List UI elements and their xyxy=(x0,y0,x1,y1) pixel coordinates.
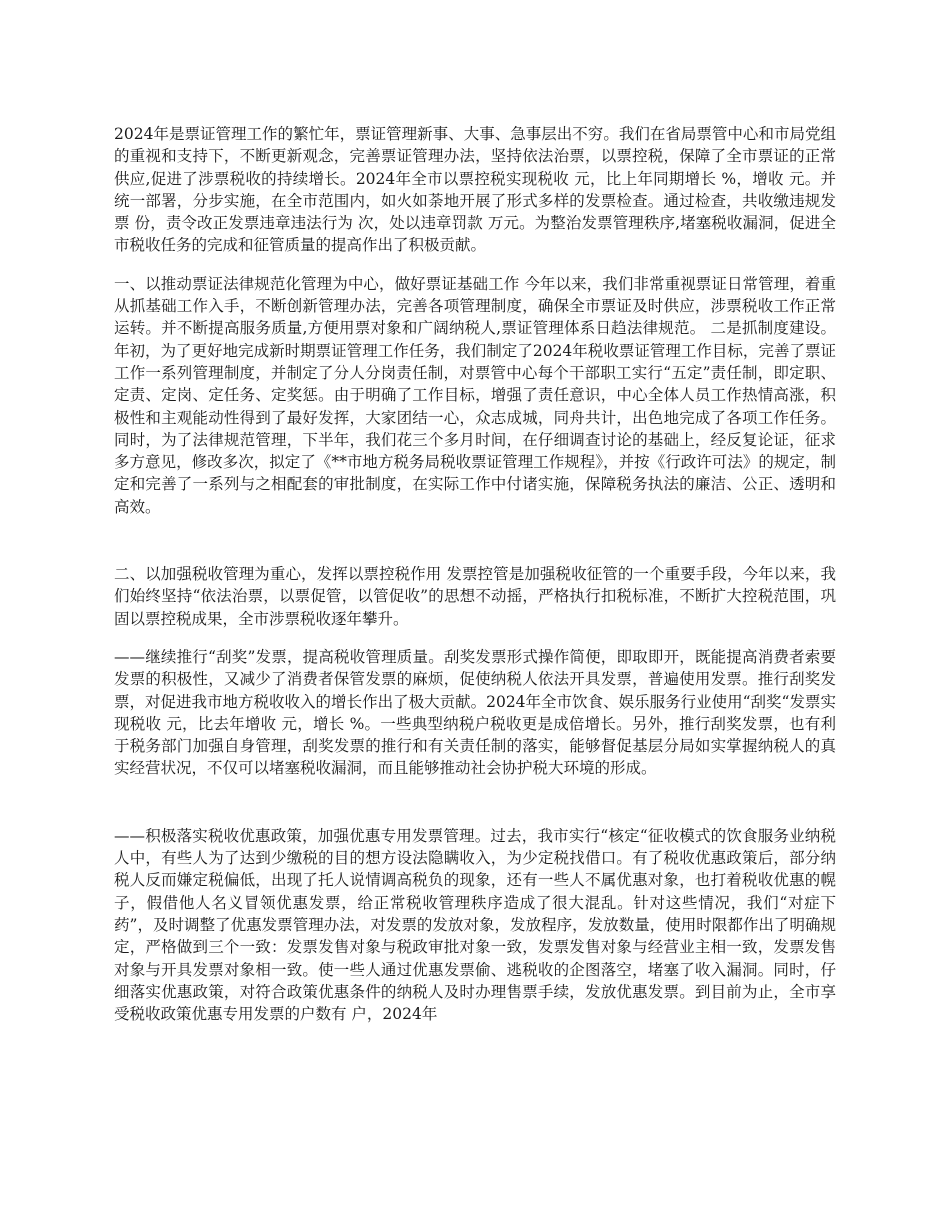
document-body xyxy=(114,123,836,1025)
paragraph-spacer xyxy=(114,630,836,646)
paragraph-section-two: 二、以加强税收管理为重心，发挥以票控税作用 发票控管是加强税收征管的一个重要手段，今年以来，我们始终坚持“依法治票，以票促管，以管促收”的思想不动摇，严格执行扣税标准，不断扩大控税范围，巩固以票控税成果，全市涉票税收逐年攀升。 xyxy=(114,565,836,628)
paragraph-scratch-invoice: ——继续推行“刮奖”发票，提高税收管理质量。刮奖发票形式操作简便，即取即开，既能提高消费者索要发票的积极性，又减少了消费者保管发票的麻烦，促使纳税人依法开具发票，普遍使用发票。推行刮奖发票，对促进我市地方税收收入的增长作出了极大贡献。2024年全市饮食、娱乐服务行业使用“刮奖“发票实现税收 元，比去年增收 元，增长 %。一些典型纳税户税收更是成倍增长。另外，推行刮奖发票，也有利于税务部门加强自身管理，刮奖发票的推行和有关责任制的落实，能够督促基层分局如实掌握纳税人的真实经营状况，不仅可以堵塞税收漏洞，而且能够推动社会协护税大环境的形成。 xyxy=(114,647,836,778)
paragraph-intro: 2024年是票证管理工作的繁忙年，票证管理新事、大事、急事层出不穷。我们在省局票管中心和市局党组的重视和支持下，不断更新观念，完善票证管理办法，坚持依法治票，以票控税，保障了全市票证的正常供应,促进了涉票税收的持续增长。2024年全市以票控税实现税收 元，比上年同期增长 %，增收 元。并统一部署，分步实施，在全市范围内，如火如荼地开展了形式多样的发票检查。通过检查，共收缴违规发票 份，责令改正发票违章违法行为 次，处以违章罚款 万元。为整治发票管理秩序,堵塞税收漏洞，促进全市税收任务的完成和征管质量的提高作出了积极贡献。 xyxy=(114,125,836,255)
paragraph-spacer xyxy=(114,780,836,825)
paragraph-spacer xyxy=(114,518,836,563)
paragraph-preferential-policy: ——积极落实税收优惠政策，加强优惠专用发票管理。过去，我市实行“核定“征收模式的饮食服务业纳税人中，有些人为了达到少缴税的目的想方设法隐瞒收入，为少定税找借口。有了税收优惠政策后，部分纳税人反而嫌定税偏低，出现了托人说情调高税负的现象，还有一些人不属优惠对象，也打着税收优惠的幌子，假借他人名义冒领优惠发票，给正常税收管理秩序造成了很大混乱。针对这些情况，我们“对症下药”，及时调整了优惠发票管理办法，对发票的发放对象，发放程序，发放数量，使用时限都作出了明确规定，严格做到三个一致：发票发售对象与税政审批对象一致，发票发售对象与经营业主相一致，发票发售对象与开具发票对象相一致。使一些人通过优惠发票偷、逃税收的企图落空，堵塞了收入漏洞。同时，仔细落实优惠政策，对符合政策优惠条件的纳税人及时办理售票手续，发放优惠发票。到目前为止，全市享受税收政策优惠专用发票的户数有 户，2024年 xyxy=(114,826,836,1024)
paragraph-spacer xyxy=(114,257,836,273)
paragraph-section-one: 一、以推动票证法律规范化管理为中心，做好票证基础工作 今年以来，我们非常重视票证日常管理，着重从抓基础工作入手，不断创新管理办法，完善各项管理制度，确保全市票证及时供应，涉票税收工作正常运转。并不断提高服务质量,方便用票对象和广阔纳税人,票证管理体系日趋法律规范。 二是抓制度建设。年初，为了更好地完成新时期票证管理工作任务，我们制定了2024年税收票证管理工作目标，完善了票证工作一系列管理制度，并制定了分人分岗责任制，对票管中心每个干部职工实行“五定”责任制，即定职、定责、定岗、定任务、定奖惩。由于明确了工作目标，增强了责任意识，中心全体人员工作热情高涨，积极性和主观能动性得到了最好发挥，大家团结一心，众志成城，同舟共计，出色地完成了各项工作任务。同时，为了法律规范管理，下半年，我们花三个多月时间，在仔细调查讨论的基础上，经反复论证，征求多方意见，修改多次，拟定了《**市地方税务局税收票证管理工作规程》，并按《行政许可法》的规定，制定和完善了一系列与之相配套的审批制度，在实际工作中付诸实施，保障税务执法的廉洁、公正、透明和高效。 xyxy=(114,274,836,516)
